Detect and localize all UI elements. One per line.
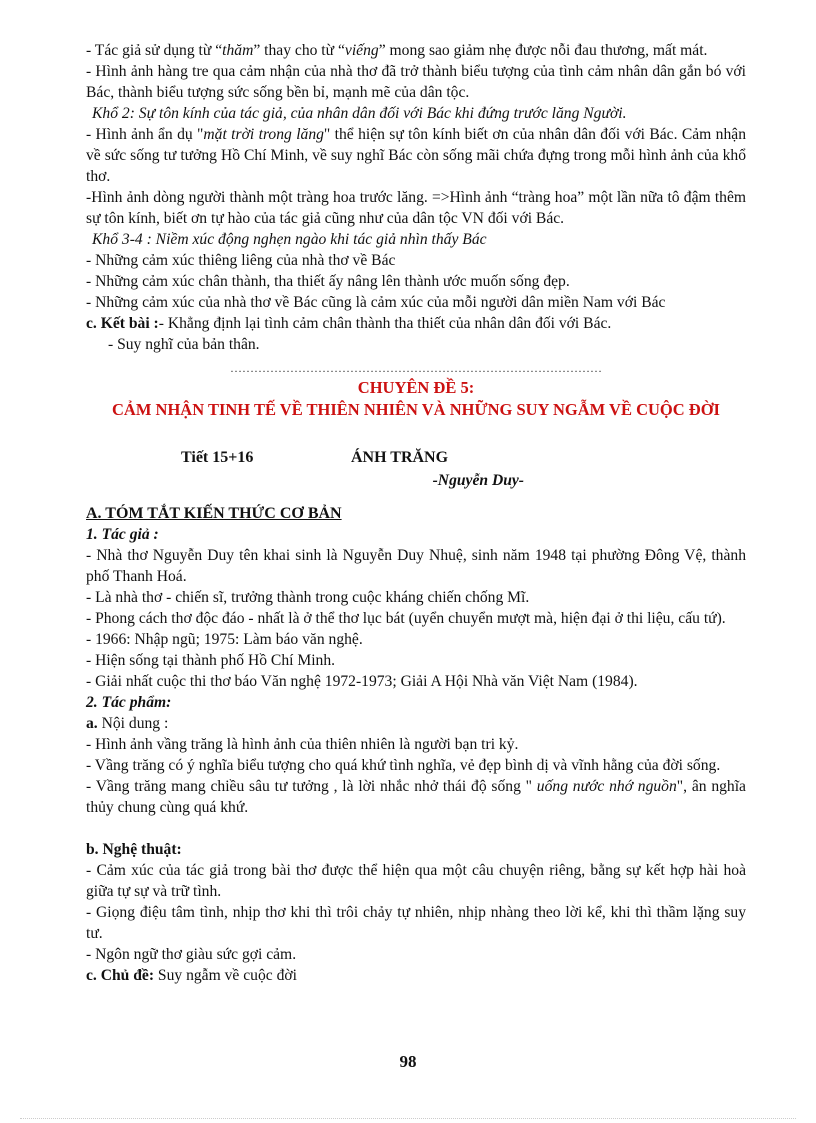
tac-pham-heading: 2. Tác phẩm: xyxy=(86,694,172,711)
chu-de-text: Suy ngẫm về cuộc đời xyxy=(154,967,297,984)
kho34-heading: Khổ 3-4 : Niềm xúc động nghẹn ngào khi tác giả nhìn thấy Bác xyxy=(92,231,487,248)
tac-gia-heading: 1. Tác giả : xyxy=(86,526,159,543)
ket-bai-label: c. Kết bài : xyxy=(86,315,159,332)
noi-dung-line-3-pre: - Vầng trăng mang chiều sâu tư tưởng , là lời nhắc nhở thái độ sống " xyxy=(86,778,537,795)
kho34-line-1: - Những cảm xúc thiêng liêng của nhà thơ về Bác xyxy=(86,252,396,269)
emphasis-uong-nuoc: uống nước nhớ nguồn xyxy=(536,778,677,795)
nghe-thuat-heading: b. Nghệ thuật: xyxy=(86,841,182,858)
paragraph-tham-vieng: - Tác giả sử dụng từ “thăm” thay cho từ “viếng” mong sao giảm nhẹ được nỗi đau thương, mất mát. xyxy=(86,42,708,59)
document-page xyxy=(86,40,746,986)
noi-dung-line-3-post: ", ân nghĩa thủy chung cùng quá khứ. xyxy=(86,778,746,816)
chu-de xyxy=(86,965,746,986)
emphasis-mat-troi: mặt trời trong lăng xyxy=(203,126,324,143)
tac-gia-line-2: - Là nhà thơ - chiến sĩ, trưởng thành trong cuộc kháng chiến chống Mĩ. xyxy=(86,589,530,606)
tac-gia-line-6: - Giải nhất cuộc thi thơ báo Văn nghệ 1972-1973; Giải A Hội Nhà văn Việt Nam (1984). xyxy=(86,673,638,690)
noi-dung-line-2: - Vầng trăng có ý nghĩa biểu tượng cho quá khứ tình nghĩa, vẻ đẹp bình dị và vĩnh hằng của đời sống. xyxy=(86,757,721,774)
nghe-thuat-line-2: - Giọng điệu tâm tình, nhịp thơ khi thì trôi chảy tự nhiên, nhịp nhàng theo lời kể, khi thì thầm lặng suy tư. xyxy=(86,904,746,942)
ket-bai-line-2: - Suy nghĩ của bản thân. xyxy=(108,336,260,353)
lesson-name: ÁNH TRĂNG xyxy=(351,449,449,466)
emphasis-tham: thăm xyxy=(222,42,254,59)
kho2-heading: Khổ 2: Sự tôn kính của tác giả, của nhân dân đối với Bác khi đứng trước lăng Người. xyxy=(92,105,627,122)
spacer xyxy=(86,818,746,839)
paragraph-trang-hoa: -Hình ảnh dòng người thành một tràng hoa trước lăng. =>Hình ảnh “tràng hoa” một lần nữa tô đậm thêm sự tôn kính, biết ơn tự hào của tác giả cũng như của dân tộc VN đối với Bác. xyxy=(86,189,746,227)
kho34-line-3: - Những cảm xúc của nhà thơ về Bác cũng là cảm xúc của mỗi người dân miền Nam với Bác xyxy=(86,294,666,311)
ket-bai xyxy=(86,313,746,334)
emphasis-vieng: viếng xyxy=(344,42,379,59)
lesson-number: Tiết 15+16 xyxy=(181,449,254,466)
chu-de-label: c. Chủ đề: xyxy=(86,967,155,984)
noi-dung-line-1: - Hình ảnh vầng trăng là hình ảnh của thiên nhiên là người bạn tri kỷ. xyxy=(86,736,519,753)
kho34-line-2: - Những cảm xúc chân thành, tha thiết ấy nâng lên thành ước muốn sống đẹp. xyxy=(86,273,570,290)
nghe-thuat-line-1: - Cảm xúc của tác giả trong bài thơ được thể hiện qua một câu chuyện riêng, bằng sự kết hợp hài hoà giữa tự sự và trữ tình. xyxy=(86,862,746,900)
nghe-thuat-line-3: - Ngôn ngữ thơ giàu sức gợi cảm. xyxy=(86,946,297,963)
separator: ………………………………………………………………………………… xyxy=(230,361,602,375)
poem-author: -Nguyễn Duy- xyxy=(432,472,524,489)
noi-dung-line-3 xyxy=(86,776,746,818)
chuyen-de-number: CHUYÊN ĐỀ 5: xyxy=(357,378,475,397)
tac-gia-line-5: - Hiện sống tại thành phố Hồ Chí Minh. xyxy=(86,652,336,669)
noi-dung-text: Nội dung : xyxy=(97,715,169,732)
noi-dung-heading xyxy=(86,713,746,734)
tac-gia-line-3: - Phong cách thơ độc đáo - nhất là ở thể thơ lục bát (uyển chuyển mượt mà, hiện đại ở thi liệu, cấu tứ). xyxy=(86,610,726,627)
chuyen-de-title: CẢM NHẬN TINH TẾ VỀ THIÊN NHIÊN VÀ NHỮNG SUY NGẪM VỀ CUỘC ĐỜI xyxy=(112,400,720,419)
tac-gia-line-4: - 1966: Nhập ngũ; 1975: Làm báo văn nghệ. xyxy=(86,631,363,648)
page-number: 98 xyxy=(399,1052,417,1071)
paragraph-hang-tre: - Hình ảnh hàng tre qua cảm nhận của nhà thơ đã trở thành biểu tượng của tình cảm nhân dân gắn bó với Bác, thành biểu tượng sức sống bền bỉ, mạnh mẽ của dân tộc. xyxy=(86,63,746,101)
section-a-heading: A. TÓM TẮT KIẾN THỨC CƠ BẢN xyxy=(86,505,342,522)
noi-dung-label: a. xyxy=(86,715,98,732)
ket-bai-text: - Khẳng định lại tình cảm chân thành tha thiết của nhân dân đối với Bác. xyxy=(158,315,612,332)
lesson-heading xyxy=(86,447,746,468)
paragraph-mat-troi: - Hình ảnh ẩn dụ "mặt trời trong lăng" thể hiện sự tôn kính biết ơn của nhân dân đối với Bác. Cảm nhận về sức sống tư tưởng Hồ Chí Minh, về suy nghĩ Bác còn sống mãi chứa đựng trong mỗi hình ảnh của khổ thơ. xyxy=(86,126,746,185)
tac-gia-line-1: - Nhà thơ Nguyễn Duy tên khai sinh là Nguyễn Duy Nhuệ, sinh năm 1948 tại phường Đông Vệ, thành phố Thanh Hoá. xyxy=(86,547,746,585)
bottom-divider xyxy=(20,1118,796,1119)
